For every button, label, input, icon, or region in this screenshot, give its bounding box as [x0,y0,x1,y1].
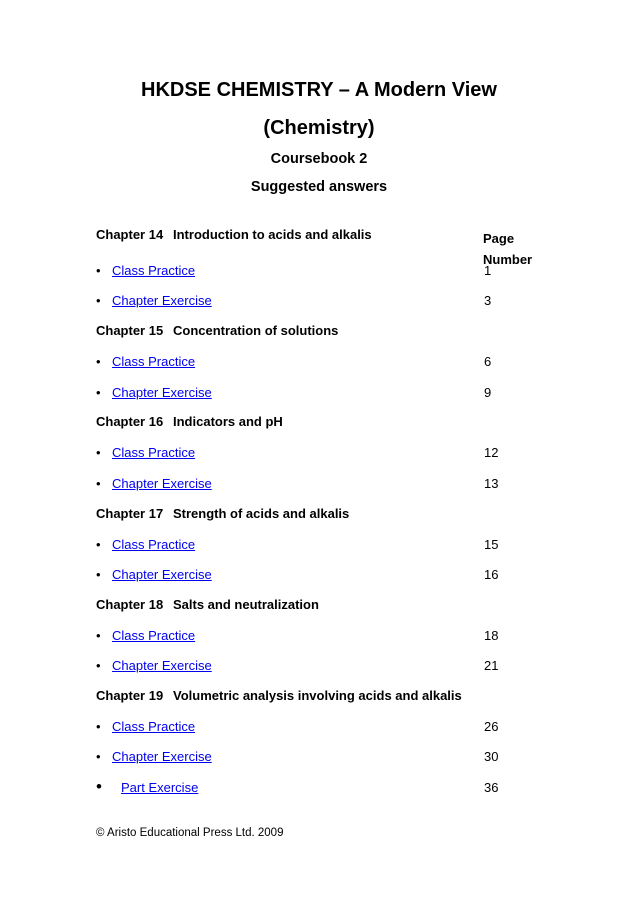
bullet-icon: • [96,354,101,369]
list-item [96,293,212,308]
page-header-line1: Page [483,231,515,246]
chapter-number: Chapter 19 [96,688,164,703]
class-practice-link[interactable]: Class Practice [112,354,196,369]
list-item [96,263,195,278]
page-number: 36 [484,780,499,795]
chapter-number: Chapter 17 [96,506,164,521]
document-type: Suggested answers [250,179,388,195]
page-number: 1 [484,263,492,278]
list-item [96,777,199,796]
chapter-title: Salts and neutralization [173,597,319,612]
bullet-icon: • [96,293,101,308]
list-item [96,476,212,491]
chapter-heading [96,506,349,521]
page-number: 21 [484,658,499,673]
chapter-heading [96,323,338,338]
list-item [96,354,195,369]
list-item [96,628,195,643]
bullet-icon: • [96,476,101,491]
list-item [96,749,212,764]
bullet-icon: • [96,445,101,460]
chapter-exercise-link[interactable]: Chapter Exercise [112,476,212,491]
page-number: 12 [484,445,499,460]
bullet-icon: • [96,567,101,582]
bullet-icon: • [96,263,101,278]
part-exercise-link[interactable]: Part Exercise [121,780,199,795]
list-item [96,719,195,734]
list-item [96,567,212,582]
bullet-icon: • [96,719,101,734]
chapter-title: Strength of acids and alkalis [173,506,350,521]
chapter-number: Chapter 15 [96,323,164,338]
class-practice-link[interactable]: Class Practice [112,719,196,734]
page-number: 18 [484,628,499,643]
page-number: 9 [484,385,492,400]
book-name: Coursebook 2 [270,151,368,167]
chapter-heading [96,688,462,703]
page-number: 13 [484,476,499,491]
chapter-heading [96,227,372,242]
bullet-icon: • [96,385,101,400]
class-practice-link[interactable]: Class Practice [112,628,196,643]
chapter-number: Chapter 18 [96,597,164,612]
bullet-icon: • [96,537,101,552]
chapter-exercise-link[interactable]: Chapter Exercise [112,293,212,308]
chapter-heading [96,597,319,612]
list-item [96,537,195,552]
chapter-exercise-link[interactable]: Chapter Exercise [112,658,212,673]
page-number: 26 [484,719,499,734]
chapter-exercise-link[interactable]: Chapter Exercise [112,749,212,764]
class-practice-link[interactable]: Class Practice [112,445,196,460]
list-item [96,658,212,673]
page-header-line2: Number [483,252,533,267]
page-number: 16 [484,567,499,582]
bullet-icon: • [96,628,101,643]
page-number: 3 [484,293,492,308]
copyright-footer: © Aristo Educational Press Ltd. 2009 [96,827,284,839]
chapter-title: Volumetric analysis involving acids and alkalis [173,688,462,703]
chapter-heading [96,414,283,429]
page-number: 6 [484,354,492,369]
list-item [96,445,195,460]
chapter-title: Concentration of solutions [173,323,339,338]
chapter-title: Introduction to acids and alkalis [173,227,372,242]
chapter-title: Indicators and pH [173,414,283,429]
chapter-exercise-link[interactable]: Chapter Exercise [112,385,212,400]
list-item [96,385,212,400]
page-number: 15 [484,537,499,552]
class-practice-link[interactable]: Class Practice [112,537,196,552]
bullet-icon: • [96,777,102,796]
chapter-exercise-link[interactable]: Chapter Exercise [112,567,212,582]
chapter-number: Chapter 16 [96,414,164,429]
bullet-icon: • [96,749,101,764]
document-title: HKDSE CHEMISTRY – A Modern View [141,79,497,101]
class-practice-link[interactable]: Class Practice [112,263,196,278]
bullet-icon: • [96,658,101,673]
document-subtitle: (Chemistry) [263,117,375,139]
page-number: 30 [484,749,499,764]
chapter-number: Chapter 14 [96,227,164,242]
